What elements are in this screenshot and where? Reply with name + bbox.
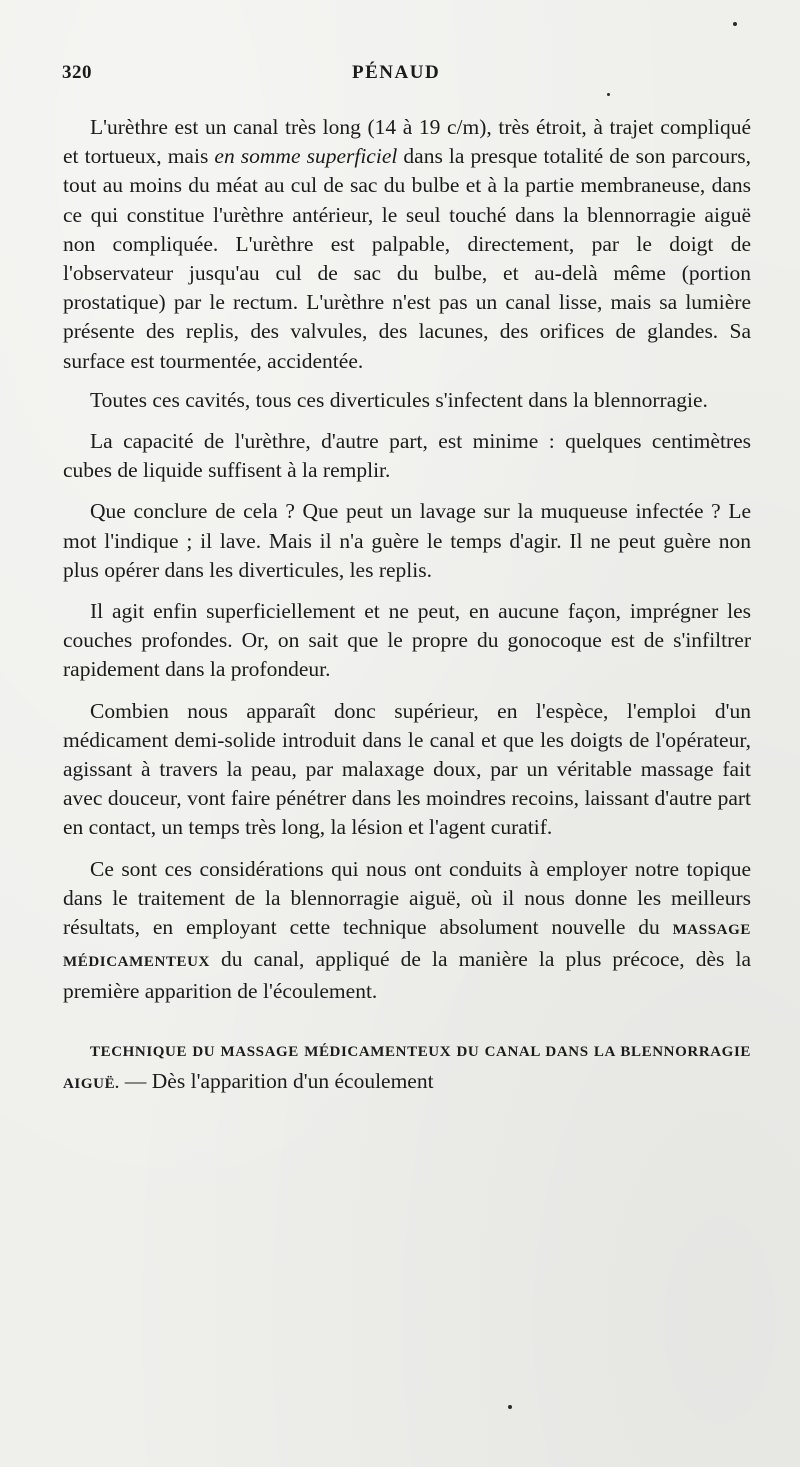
running-head: PÉNAUD [352,62,441,83]
paragraph-6: Combien nous apparaît donc supérieur, en l'espèce, l'emploi d'un médicament demi-solide introduit dans le canal et que les doigts de l'opérateur, agissant à travers la peau, par malaxage doux, par un véritable massage fait avec douceur, vont faire pénétrer dans les moindres recoins, laissant d'autre part en contact, un temps très long, la lésion et l'agent curatif. [63,698,751,840]
ink-speck [607,93,610,96]
paragraph-5: Il agit enfin superficiellement et ne peut, en aucune façon, imprégner les couches profondes. Or, on sait que le propre du gonocoque est de s'infiltrer rapidement dans la profondeur. [63,599,751,682]
paragraph-3: La capacité de l'urèthre, d'autre part, est minime : quelques centimètres cubes de liquide suffisent à la remplir. [63,429,751,483]
paragraph-4: Que conclure de cela ? Que peut un lavage sur la muqueuse infectée ? Le mot l'indique ; il lave. Mais il n'a guère le temps d'agir. Il ne peut guère non plus opérer dans les diverticules, les replis. [63,499,751,582]
paragraph-2: Toutes ces cavités, tous ces diverticules s'infectent dans la blennorragie. [90,387,708,412]
ink-speck [508,1405,512,1409]
paragraph-1 [63,113,751,376]
page-header [62,62,752,88]
section-heading-title: TECHNIQUE DU MASSAGE MÉDICAMENTEUX DU CANAL DANS LA BLENNORRAGIE AIGUË. [63,1043,751,1092]
paragraph-1-text-start: L'urèthre est un canal très long (14 à 19 c/m), très étroit, à trajet compliqué et tortueux, mais [63,115,751,169]
paragraph-1-emphasis: en somme superficiel [214,144,398,169]
paragraph-1-text-end: dans la presque totalité de son parcours, tout au moins du méat au cul de sac du bulbe et à la partie membraneuse, dans ce qui constitue l'urèthre antérieur, le seul touché dans la blennorragie aiguë non compliquée. L'urèthre est palpable, directement, par le doigt de l'observateur jusqu'au cul de sac du bulbe, et au-delà même (portion prostatique) par le rectum. L'urèthre n'est pas un canal lisse, mais sa lumière présente des replis, des valvules, des lacunes, des orifices de glandes. Sa surface est tourmentée, accidentée. [63,144,751,373]
section-heading-paragraph [63,1035,751,1099]
page-number: 320 [62,62,92,83]
body-text [63,113,751,1111]
paragraph-7 [63,855,751,1007]
ink-speck [733,22,737,26]
paragraph-7-text-end: du canal, appliqué de la manière la plus précoce, dès la première apparition de l'écoulement. [63,947,751,1004]
section-heading-text: Dès l'apparition d'un écoulement [151,1068,434,1093]
paragraph-7-small-caps: MASSAGE MÉDICAMENTEUX [63,922,751,971]
section-heading-separator: — [119,1068,152,1093]
paragraph-7-text-start: Ce sont ces considérations qui nous ont conduits à employer notre topique dans le traitement de la blennorragie aiguë, où il nous donne les meilleurs résultats, en employant cette technique absolument nouvelle du [63,856,751,940]
